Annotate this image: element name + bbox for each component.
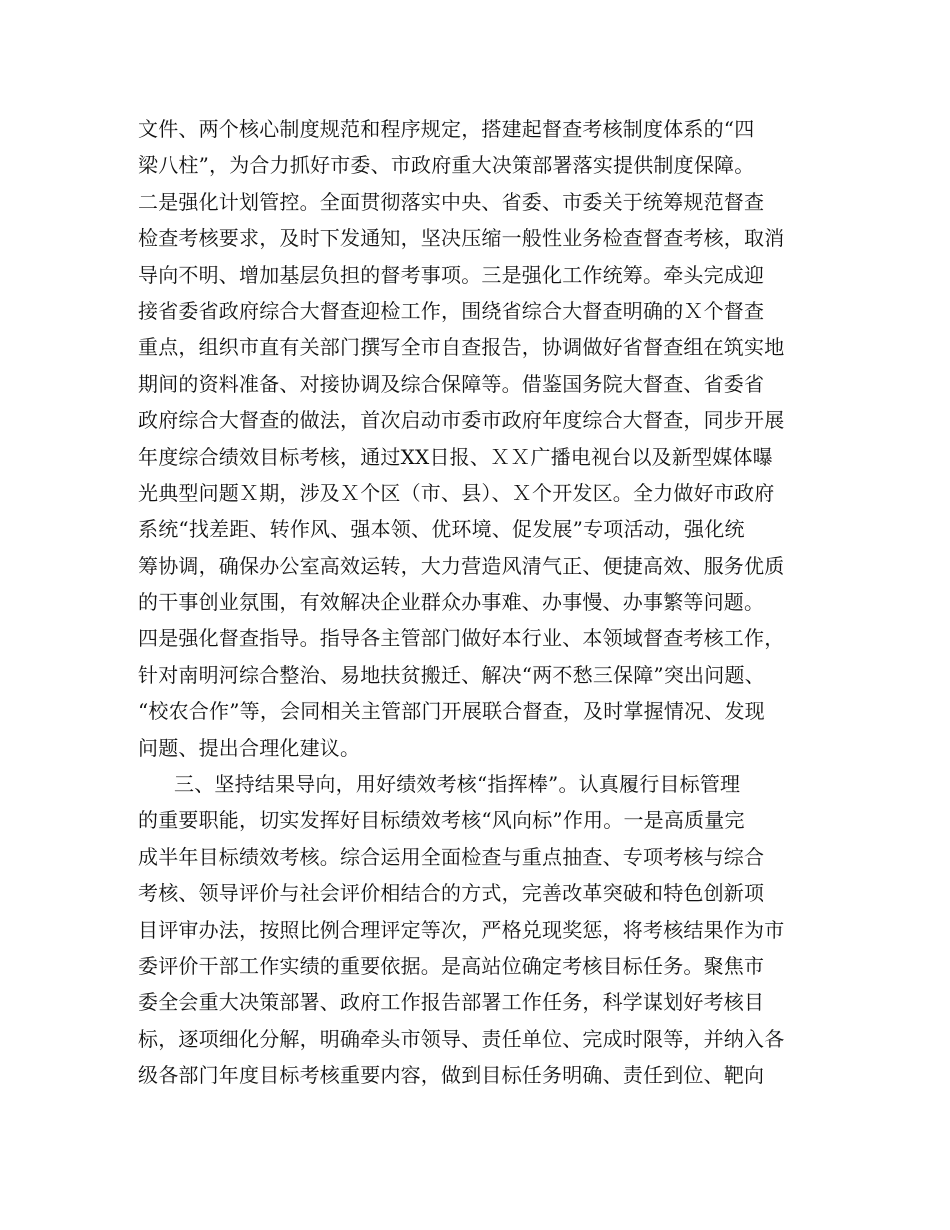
text-line: 光典型问题Ｘ期，涉及Ｘ个区（市、县）、Ｘ个开发区。全力做好市政府 <box>138 480 775 505</box>
text-line: 梁八柱”，为合力抓好市委、市政府重大决策部署落实提供制度保障。 <box>138 153 755 178</box>
text-line: 考核、领导评价与社会评价相结合的方式，完善改革突破和特色创新项 <box>138 881 765 906</box>
body-text <box>138 111 828 1094</box>
text-line: 二是强化计划管控。全面贯彻落实中央、省委、市委关于统筹规范督查 <box>138 189 765 214</box>
text-line: 筹协调，确保办公室高效运转，大力营造风清气正、便捷高效、服务优质 <box>138 553 785 578</box>
text-line: 检查考核要求，及时下发通知，坚决压缩一般性业务检查督查考核，取消 <box>138 226 785 251</box>
text-line: 导向不明、增加基层负担的督考事项。三是强化工作统筹。牵头完成迎 <box>138 262 765 287</box>
text-line: 级各部门年度目标考核重要内容，做到目标任务明确、责任到位、靶向 <box>138 1063 765 1088</box>
text-line: 成半年目标绩效考核。综合运用全面检查与重点抽查、专项考核与综合 <box>138 844 765 869</box>
text-line: 期间的资料准备、对接协调及综合保障等。借鉴国务院大督查、省委省 <box>138 371 765 396</box>
text-line: 接省委省政府综合大督查迎检工作，围绕省综合大督查明确的Ｘ个督查 <box>138 298 765 323</box>
text-line: 政府综合大督查的做法，首次启动市委市政府年度综合大督查，同步开展 <box>138 408 785 433</box>
text-line: 文件、两个核心制度规范和程序规定，搭建起督查考核制度体系的“四 <box>138 117 755 141</box>
text-line: 四是强化督查指导。指导各主管部门做好本行业、本领域督查考核工作， <box>138 626 785 651</box>
text-line: 标，逐项细化分解，明确牵头市领导、责任单位、完成时限等，并纳入各 <box>138 1026 785 1051</box>
text-line: “校农合作”等，会同相关主管部门开展联合督查，及时掌握情况、发现 <box>138 699 765 724</box>
text-line: 年度综合绩效目标考核，通过XX日报、ＸＸ广播电视台以及新型媒体曝 <box>138 444 773 469</box>
text-line: 委全会重大决策部署、政府工作报告部署工作任务，科学谋划好考核目 <box>138 990 765 1015</box>
text-line: 重点，组织市直有关部门撰写全市自查报告，协调做好省督查组在筑实地 <box>138 335 785 360</box>
section-heading-line: 三、坚持结果导向，用好绩效考核“指挥棒”。认真履行目标管理 <box>174 772 741 797</box>
text-line: 问题、提出合理化建议。 <box>138 735 361 760</box>
text-line: 的干事创业氛围，有效解决企业群众办事难、办事慢、办事繁等问题。 <box>138 590 765 615</box>
text-line: 针对南明河综合整治、易地扶贫搬迁、解决“两不愁三保障”突出问题、 <box>138 662 765 687</box>
text-line: 目评审办法，按照比例合理评定等次，严格兑现奖惩，将考核结果作为市 <box>138 917 785 942</box>
text-line: 的重要职能，切实发挥好目标绩效考核“风向标”作用。一是高质量完 <box>138 808 745 833</box>
text-line: 系统“找差距、转作风、强本领、优环境、促发展”专项活动，强化统 <box>138 517 745 542</box>
text-line: 委评价干部工作实绩的重要依据。是高站位确定考核目标任务。聚焦市 <box>138 953 765 978</box>
